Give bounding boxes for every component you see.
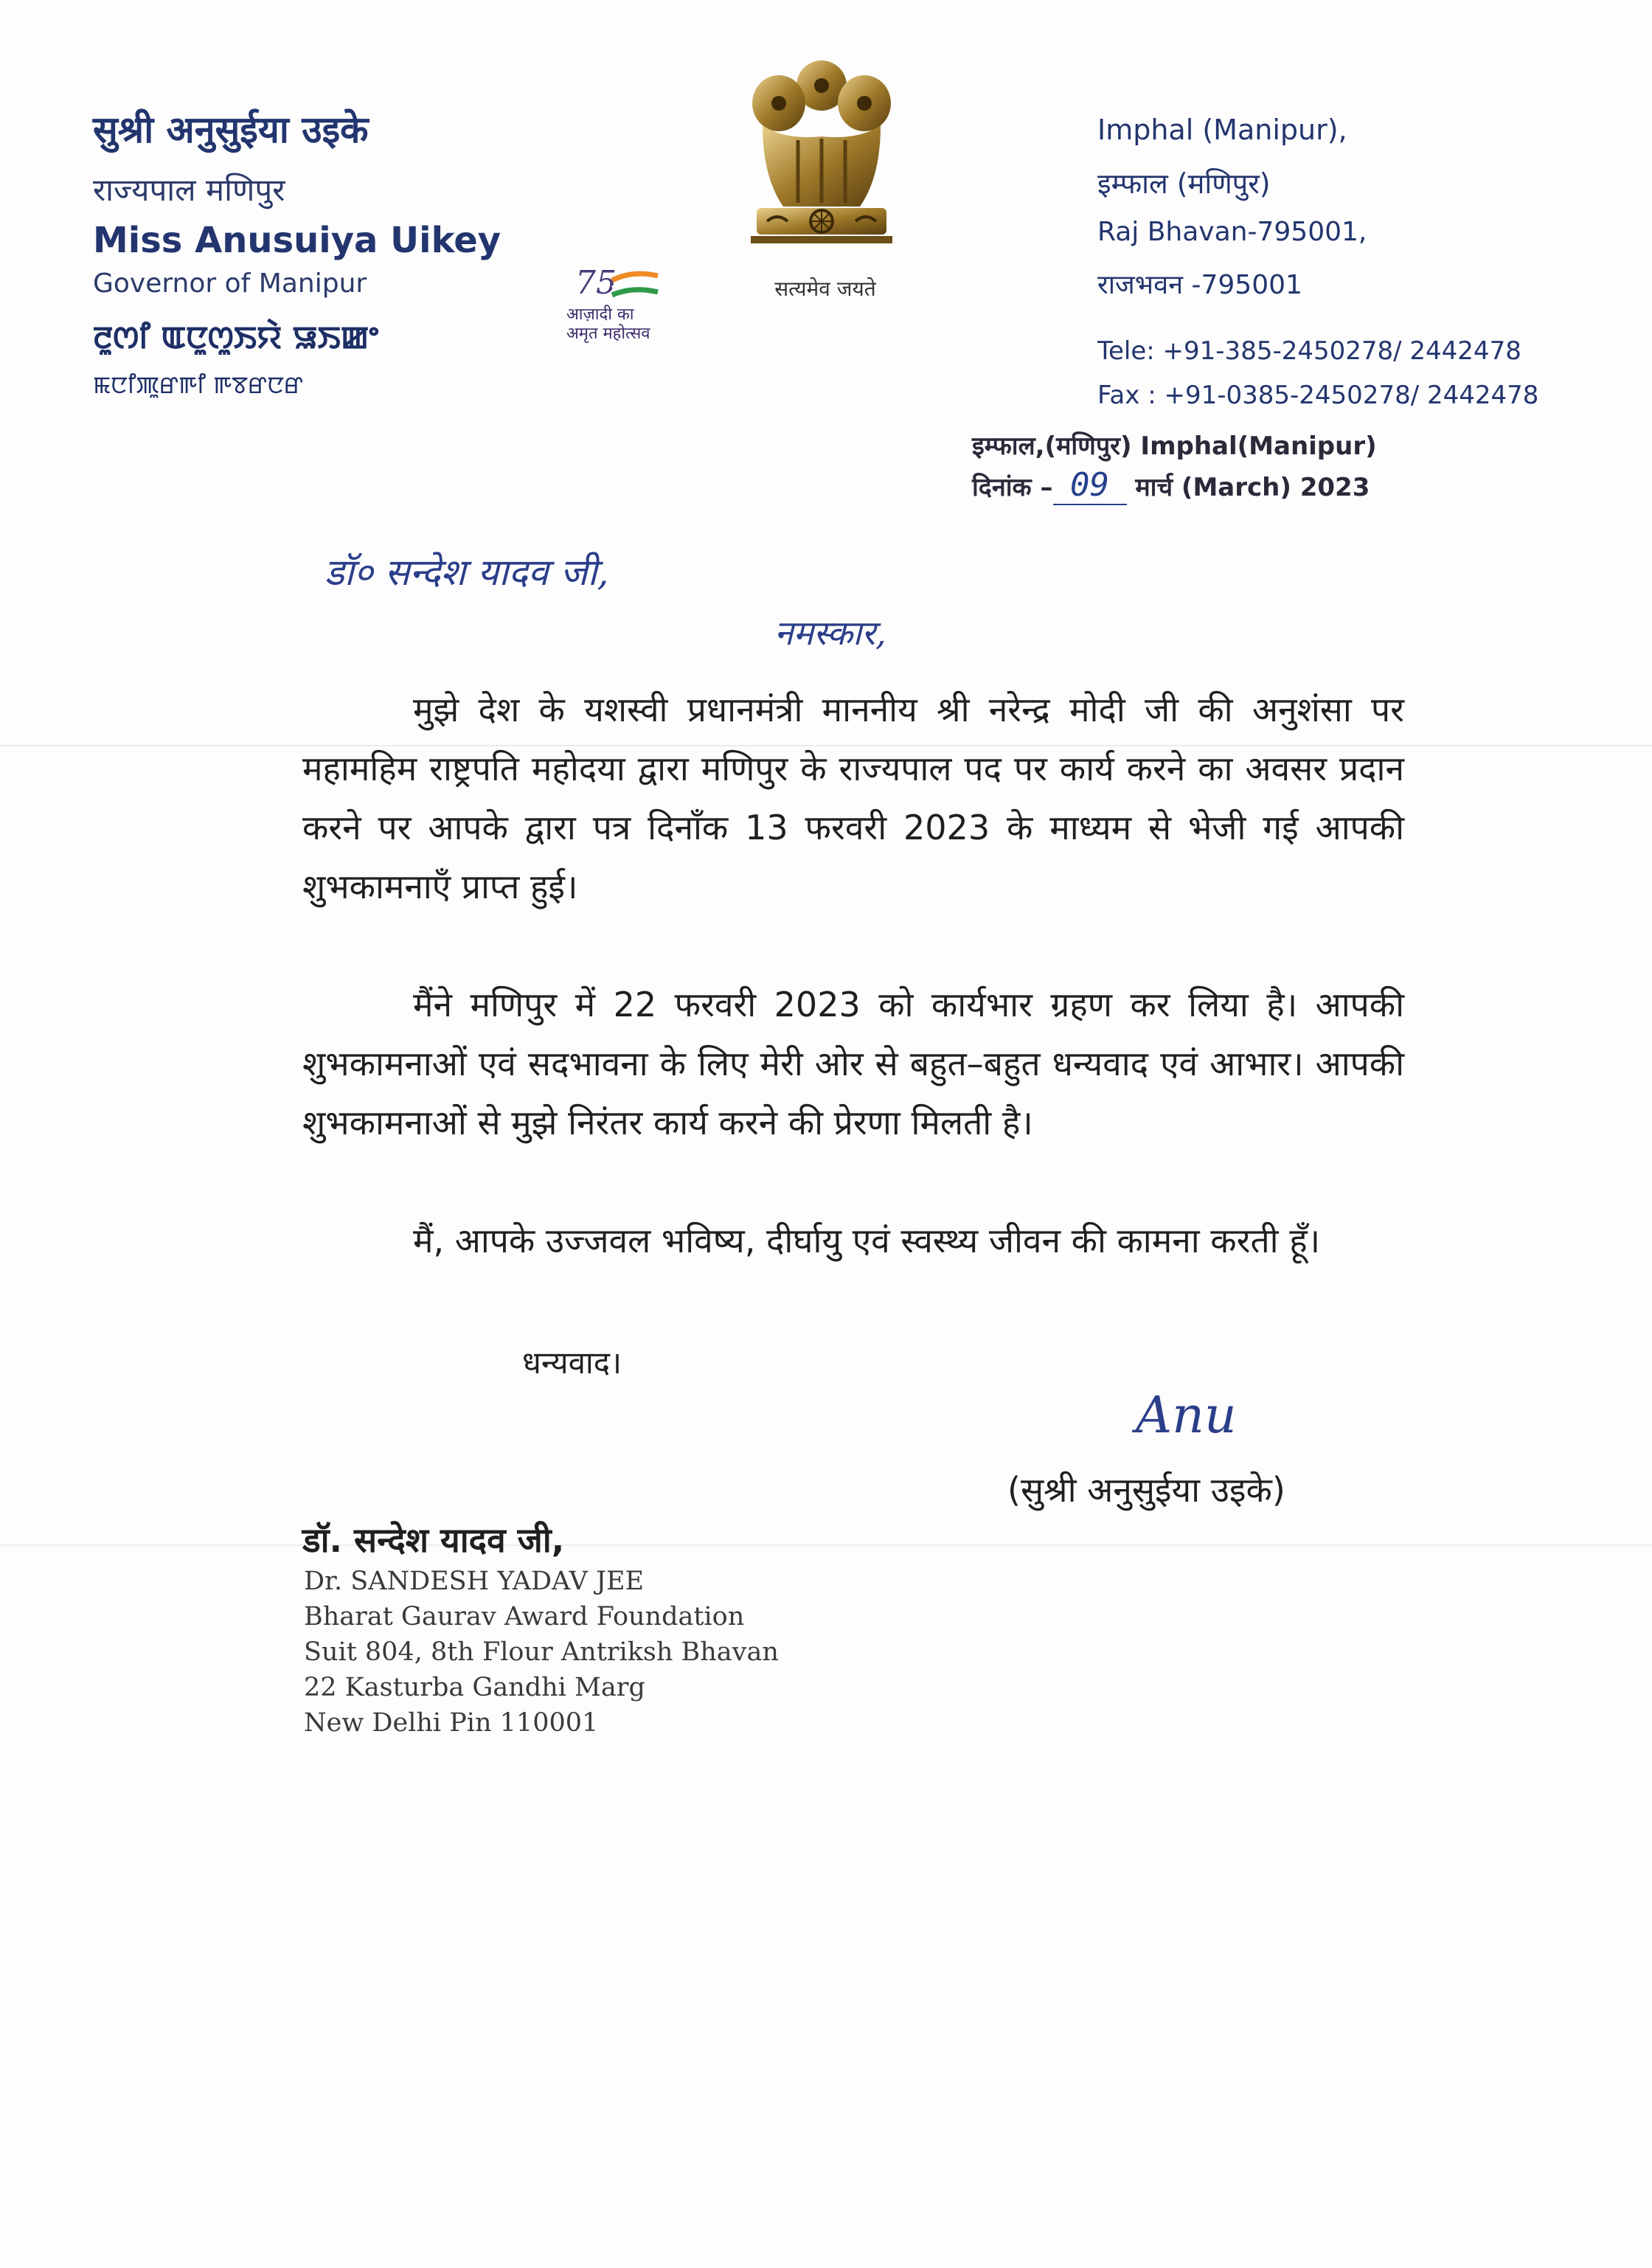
recipient-address-line: New Delhi Pin 110001: [304, 1708, 599, 1738]
date-suffix: मार्च (March) 2023: [1135, 473, 1370, 502]
address-line: राजभवन -795001: [1097, 270, 1302, 300]
designation-meitei: ꯃꯅꯤꯄꯨꯔꯒꯤ ꯒꯕꯔꯅꯔ: [93, 371, 304, 399]
address-line: इम्फाल (मणिपुर): [1097, 167, 1271, 200]
governor-name-meitei: ꯂꯨꯁꯤ ꯑꯅꯨꯁꯨꯏꯌꯥ ꯎꯏꯀꯦ: [93, 319, 379, 356]
national-emblem-icon: [740, 52, 903, 273]
date-prefix: दिनांक –: [972, 473, 1053, 502]
governor-name-english: Miss Anusuiya Uikey: [93, 220, 502, 261]
recipient-name-english: Dr. SANDESH YADAV JEE: [304, 1567, 645, 1596]
telephone-number: Tele: +91-385-2450278/ 2442478: [1097, 336, 1521, 366]
address-line: Raj Bhavan-795001,: [1097, 217, 1367, 247]
designation-english: Governor of Manipur: [93, 268, 367, 299]
designation-hindi: राज्यपाल मणिपुर: [93, 172, 285, 208]
fax-number: Fax : +91-0385-2450278/ 2442478: [1097, 381, 1539, 410]
letter-date: [972, 466, 1370, 505]
emblem-motto: सत्यमेव जयते: [774, 277, 876, 301]
address-line: Imphal (Manipur),: [1097, 114, 1347, 146]
handwritten-signature: Anu: [1136, 1387, 1237, 1445]
letter-place: इम्फाल,(मणिपुर) Imphal(Manipur): [972, 431, 1377, 461]
paper-fold-line: [0, 1544, 1652, 1546]
body-paragraph: मैंने मणिपुर में 22 फरवरी 2023 को कार्यभार ग्रहण कर लिया है। आपकी शुभकामनाओं एवं सदभावना के लिए मेरी ओर से बहुत–बहुत धन्यवाद एवं आभार। आपकी शुभकामनाओं से मुझे निरंतर कार्य करने की प्रेरणा मिलती है।: [302, 985, 1404, 1142]
date-day-handwritten: 09: [1053, 466, 1127, 505]
handwritten-salutation: डॉ० सन्देश यादव जी,: [324, 551, 609, 594]
body-paragraph: मुझे देश के यशस्वी प्रधानमंत्री माननीय श्री नरेन्द्र मोदी जी की अनुशंसा पर महामहिम राष्ट्रपति महोदया द्वारा मणिपुर के राज्यपाल पद पर कार्य करने का अवसर प्रदान करने पर आपके द्वारा पत्र दिनाँक 13 फरवरी 2023 के माध्यम से भेजी गई आपकी शुभकामनाएँ प्राप्त हुई।: [302, 690, 1404, 906]
recipient-address-line: 22 Kasturba Gandhi Marg: [304, 1673, 645, 1702]
closing-thanks: धन्यवाद।: [522, 1345, 622, 1381]
handwritten-greeting: नमस्कार,: [774, 613, 886, 653]
body-paragraph: मैं, आपके उज्जवल भविष्य, दीर्घायु एवं स्वस्थ्य जीवन की कामना करती हूँ।: [413, 1221, 1321, 1260]
logo-number: 75: [575, 264, 617, 302]
logo-text-line2: अमृत महोत्सव: [566, 325, 650, 343]
recipient-name-hindi: डॉ. सन्देश यादव जी,: [302, 1520, 565, 1560]
signatory-name: (सुश्री अनुसुईया उइके): [1007, 1470, 1285, 1510]
recipient-address-line: Suit 804, 8th Flour Antriksh Bhavan: [304, 1637, 779, 1667]
logo-text-line1: आज़ादी का: [566, 305, 634, 324]
governor-name-hindi: सुश्री अनुसुईया उइके: [93, 108, 369, 151]
recipient-organisation: Bharat Gaurav Award Foundation: [304, 1602, 745, 1631]
